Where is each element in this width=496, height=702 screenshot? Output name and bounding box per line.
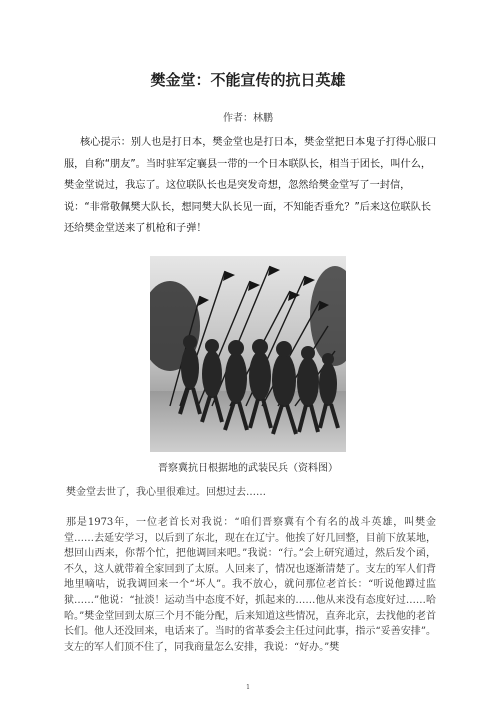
militia-photo: [150, 256, 346, 452]
article-title: 樊金堂：不能宣传的抗日英雄: [150, 71, 346, 89]
page-number: 1: [246, 684, 250, 691]
image-caption: 晋察冀抗日根据地的武装民兵（资料图）: [158, 463, 338, 474]
author-line: 作者：林鹏: [223, 113, 273, 124]
summary-paragraph: 核心提示：别人也是打日本，樊金堂也是打日本，樊金堂把日本鬼子打得心服口服，自称“朋友”。当时驻军定襄县一带的一个日本联队长，相当于团长，叫什么，樊金堂说过，我忘了。这位联队长也是突发奇想，忽然给樊金堂写了一封信，说：“非常敬佩樊大队长，想同樊大队长见一面，不知能否垂允？”后来这位联队长还给樊金堂送来了机枪和子弹！: [64, 137, 437, 234]
body-paragraph-1: 樊金堂去世了，我心里很难过。回想过去……: [66, 487, 266, 498]
body-paragraph-2: 那是1973年，一位老首长对我说：“咱们晋察冀有个有名的战斗英雄，叫樊金堂……去延安学习，以后到了东北，现在在辽宁。他挨了好几回整，目前下放某地，想回山西来，你帮个忙，把他调回来吧。”我说：“行。”会上研究通过，然后发个函，不久，这人就带着全家回到了太原。人回来了，情况也逐渐清楚了。支左的军人们背地里嘀咕，说我调回来一个“坏人”。我不放心，就问那位老首长：“听说他蹲过监狱……”他说：“扯淡！运动当中态度不好，抓起来的……他从来没有态度好过……哈哈。”樊金堂回到太原三个月不能分配，后来知道这些情况，直奔北京，去找他的老首长们。他人还没回来，电话来了。当时的省革委会主任过问此事，指示“妥善安排”。支左的军人们顶不住了，同我商量怎么安排，我说：“好办。”樊: [64, 517, 436, 653]
